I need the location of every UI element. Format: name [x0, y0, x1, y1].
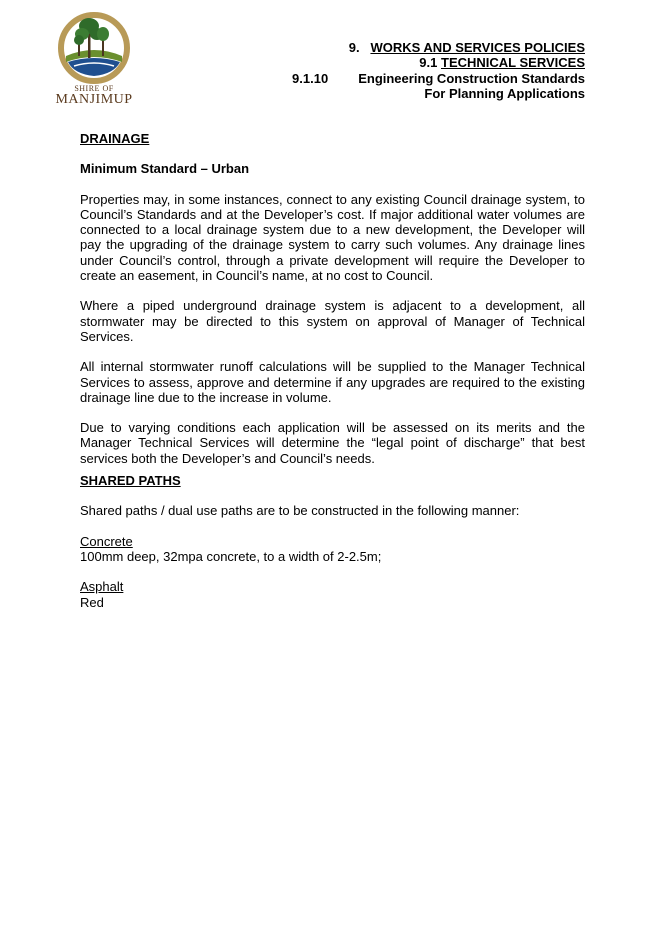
header-line-4 [424, 86, 585, 101]
asphalt-text: Red [80, 594, 104, 610]
shire-logo-emblem [54, 10, 134, 86]
header-subsection-title: TECHNICAL SERVICES [441, 55, 585, 70]
logo-text-shire: SHIRE OF [74, 84, 114, 93]
concrete-text: 100mm deep, 32mpa concrete, to a width of 2-2.5m; [80, 548, 382, 564]
shared-paths-heading: SHARED PATHS [80, 473, 181, 489]
drainage-heading: DRAINAGE [80, 131, 150, 146]
drainage-paragraph-4: Due to varying conditions each application will be assessed on its merits and the Manager Technical Services will determine the “legal point of discharge” that best services both the Developer’s and Council’s needs. [80, 420, 585, 466]
header-section-number: 9. [348, 40, 360, 55]
header-policy-number: 9.1.10 [292, 71, 329, 86]
shire-logo [54, 10, 134, 110]
drainage-paragraph-1: Properties may, in some instances, connect to any existing Council drainage system, to Council’s Standards and at the Developer’s cost. If major additional water volumes are connected to a local drainage system due to a new development, the Developer will pay the upgrading of the drainage system to carry such volumes. Any drainage lines under Council’s control, through a private development will require the Developer to create an easement, in Council’s name, at no cost to Council. [80, 191, 585, 284]
drainage-paragraph-3: All internal stormwater runoff calculations will be supplied to the Manager Technical Services to assess, approve and determine if any upgrades are required to the existing drainage line due to the increase in volume. [80, 359, 585, 405]
header-line-1 [349, 40, 585, 55]
header-line-3 [292, 71, 585, 86]
header-policy-title-cont: For Planning Applications [424, 86, 585, 101]
document-body [80, 131, 585, 610]
concrete-label: Concrete [80, 533, 133, 549]
asphalt-label: Asphalt [80, 579, 124, 595]
header-section-title: WORKS AND SERVICES POLICIES [370, 40, 585, 55]
header-subsection-number: 9.1 [419, 55, 438, 70]
header-line-2 [419, 55, 585, 70]
drainage-paragraph-2: Where a piped underground drainage system is adjacent to a development, all stormwater may be directed to this system on approval of Manager of Technical Services. [80, 298, 585, 344]
logo-text-name: MANJIMUP [55, 92, 133, 107]
shared-paths-intro: Shared paths / dual use paths are to be constructed in the following manner: [80, 503, 520, 519]
drainage-subheading: Minimum Standard – Urban [80, 161, 250, 177]
header-policy-title: Engineering Construction Standards [358, 71, 585, 86]
